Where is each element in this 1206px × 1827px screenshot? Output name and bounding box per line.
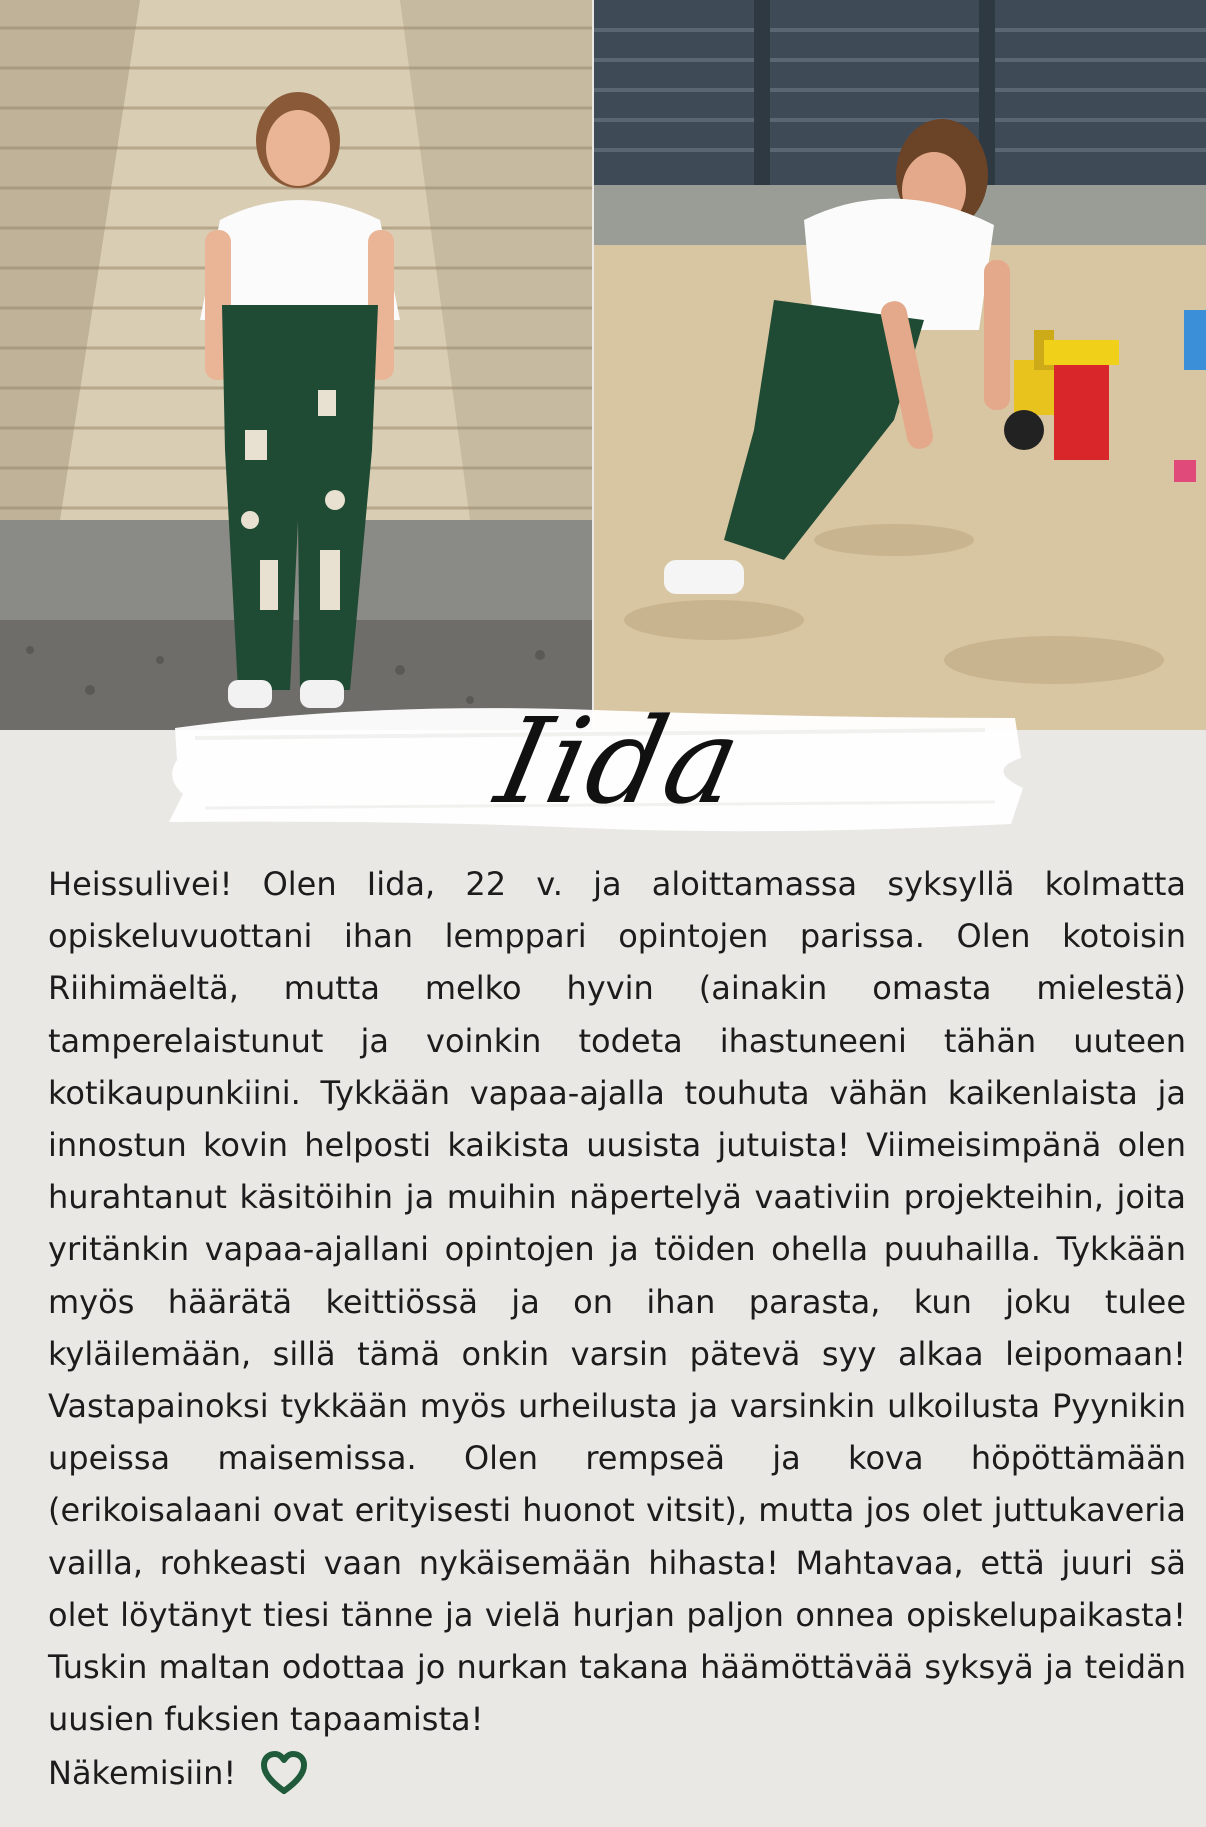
photo-sandbox bbox=[594, 0, 1206, 730]
green-heart-icon bbox=[260, 1751, 308, 1795]
signoff-line bbox=[48, 1747, 308, 1799]
photo-collage bbox=[0, 0, 1206, 730]
photo-standing-image bbox=[0, 0, 592, 730]
signoff-text: Näkemisiin! bbox=[48, 1754, 237, 1792]
bio-paragraph: Heissulivei! Olen Iida, 22 v. ja aloittamassa syksyllä kolmatta opiskeluvuottani ihan lemppari opintojen parissa. Olen kotoisin Riihimäeltä, mutta melko hyvin (ainakin omasta mielestä) tamperelaistunut ja voinkin todeta ihastuneeni tähän uuteen kotikaupunkiini. Tykkään vapaa-ajalla touhuta vähän kaikenlaista ja innostun kovin helposti kaikista uusista jutuista! Viimeisimpänä olen hurahtanut käsitöihin ja muihin näpertelyä vaativiin projekteihin, joita yritänkin vapaa-ajallani opintojen ja töiden ohella puuhailla. Tykkään myös häärätä keittiössä ja on ihan parasta, kun joku tulee kyläilemään, sillä tämä onkin varsin pätevä syy alkaa leipomaan! Vastapainoksi tykkään myös urheilusta ja varsinkin ulkoilusta Pyynikin upeissa maisemissa. Olen rempseä ja kova höpöttämään (erikoisalaani ovat erityisesti huonot vitsit), mutta jos olet juttukaveria vailla, rohkeasti vaan nykäisemään hihasta! Mahtavaa, että juuri sä olet löytänyt tiesi tänne ja vielä hurjan paljon onnea opiskelupaikasta! Tuskin maltan odottaa jo nurkan takana häämöttävää syksyä ja teidän uusien fuksien tapaamista! bbox=[48, 865, 1186, 1739]
photo-sandbox-image bbox=[594, 0, 1206, 730]
photo-standing bbox=[0, 0, 592, 730]
name-title: Iida bbox=[486, 692, 754, 830]
